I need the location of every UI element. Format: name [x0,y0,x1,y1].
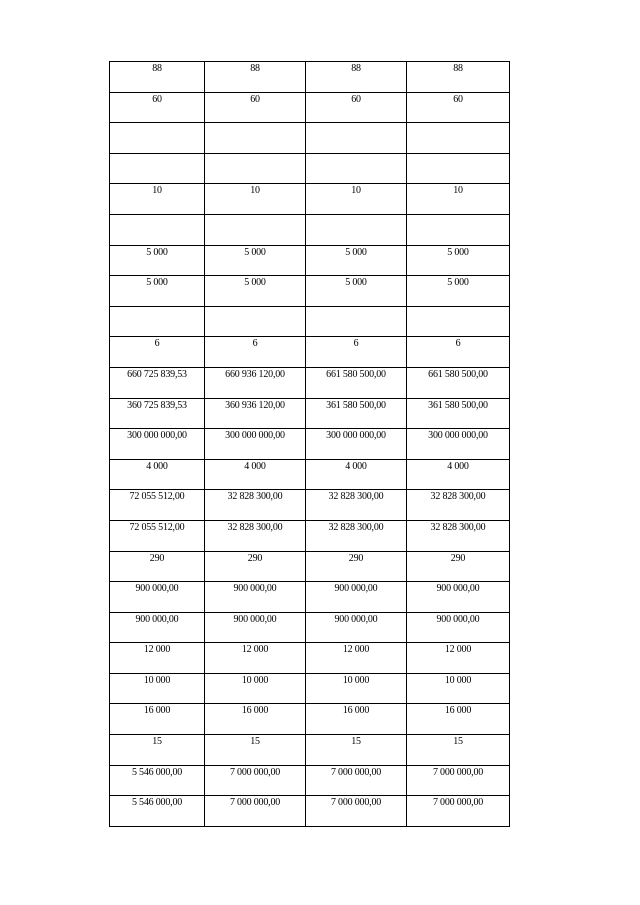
table-cell [306,214,407,245]
table-cell [205,643,306,674]
cell-value [407,154,509,155]
cell-value: 32 828 300,00 [227,521,283,533]
cell-value: 10 000 [143,674,171,686]
cell-value: 300 000 000,00 [127,430,187,442]
table-cell [407,276,510,307]
cell-value [110,154,204,155]
cell-value: 900 000,00 [334,583,378,595]
cell-value: 7 000 000,00 [229,797,281,809]
table-cell [407,306,510,337]
cell-value: 88 [453,63,463,74]
table-cell [205,429,306,460]
cell-value: 5 000 [345,277,367,289]
table-cell [306,459,407,490]
cell-value: 661 580 500,00 [428,368,488,380]
data-table [109,61,510,827]
table-row [110,612,510,643]
table-cell [407,62,510,93]
table-cell [306,673,407,704]
table-cell [205,704,306,735]
cell-value: 361 580 500,00 [326,399,386,411]
table-cell [110,459,205,490]
cell-value: 300 000 000,00 [428,430,488,442]
table-cell [205,367,306,398]
table-cell [110,735,205,766]
cell-value: 361 580 500,00 [428,399,488,411]
table-cell [110,276,205,307]
cell-value: 300 000 000,00 [326,430,386,442]
table-cell [306,153,407,184]
cell-value: 32 828 300,00 [328,521,384,533]
cell-value: 7 000 000,00 [330,766,382,778]
cell-value: 6 [353,338,359,350]
cell-value: 6 [252,338,258,350]
cell-value [407,123,509,124]
cell-value: 12 000 [342,644,370,656]
table-cell [205,551,306,582]
cell-value: 900 000,00 [135,613,179,625]
cell-value: 12 000 [444,644,472,656]
cell-value: 88 [351,63,361,74]
cell-value: 900 000,00 [135,583,179,595]
table-row [110,245,510,276]
table-cell [205,214,306,245]
table-cell [205,92,306,123]
table-cell [205,398,306,429]
cell-value [205,307,305,308]
cell-value: 10 [250,185,260,197]
table-cell [306,337,407,368]
cell-value: 660 936 120,00 [225,368,285,380]
cell-value: 10 000 [444,674,472,686]
table-cell [110,337,205,368]
cell-value: 15 [152,736,162,748]
cell-value: 5 000 [447,277,469,289]
cell-value [110,215,204,216]
table-cell [407,490,510,521]
cell-value: 5 000 [447,246,469,258]
table-cell [306,582,407,613]
cell-value: 32 828 300,00 [328,491,384,503]
cell-value: 7 000 000,00 [330,797,382,809]
table-cell [306,490,407,521]
cell-value: 10 000 [342,674,370,686]
table-cell [407,673,510,704]
cell-value: 16 000 [241,705,269,717]
table-cell [407,123,510,154]
cell-value: 16 000 [342,705,370,717]
cell-value: 5 000 [244,246,266,258]
cell-value: 10 [152,185,162,197]
table-cell [110,704,205,735]
table-cell [110,214,205,245]
table-cell [205,123,306,154]
table-cell [110,123,205,154]
table-cell [110,796,205,827]
table-cell [407,582,510,613]
table-cell [407,429,510,460]
table-cell [407,551,510,582]
table-cell [407,704,510,735]
cell-value [205,123,305,124]
table-row [110,704,510,735]
table-cell [205,582,306,613]
cell-value: 7 000 000,00 [432,797,484,809]
table-cell [306,520,407,551]
cell-value: 12 000 [143,644,171,656]
table-body [110,62,510,827]
cell-value: 60 [351,93,361,105]
table-row [110,582,510,613]
table-cell [110,245,205,276]
table-row [110,367,510,398]
cell-value: 6 [154,338,160,350]
cell-value: 661 580 500,00 [326,368,386,380]
table-cell [306,398,407,429]
table-cell [205,62,306,93]
cell-value: 10 [351,185,361,197]
table-cell [306,62,407,93]
table-row [110,490,510,521]
table-cell [306,612,407,643]
cell-value: 16 000 [444,705,472,717]
table-cell [110,490,205,521]
table-cell [407,398,510,429]
table-cell [306,92,407,123]
table-cell [407,245,510,276]
table-cell [205,276,306,307]
cell-value: 360 936 120,00 [225,399,285,411]
cell-value [407,307,509,308]
cell-value [306,123,406,124]
cell-value [306,307,406,308]
table-cell [110,184,205,215]
table-cell [205,245,306,276]
cell-value: 10 000 [241,674,269,686]
cell-value: 4 000 [447,460,469,472]
table-row [110,398,510,429]
cell-value [205,154,305,155]
table-row [110,429,510,460]
table-row [110,459,510,490]
table-cell [407,337,510,368]
cell-value: 4 000 [345,460,367,472]
table-cell [110,551,205,582]
table-row [110,214,510,245]
cell-value: 15 [351,736,361,748]
cell-value: 5 546 000,00 [131,766,183,778]
table-cell [205,184,306,215]
table-row [110,184,510,215]
table-cell [306,184,407,215]
cell-value [110,123,204,124]
cell-value: 300 000 000,00 [225,430,285,442]
cell-value: 10 [453,185,463,197]
cell-value: 5 000 [146,246,168,258]
table-cell [110,643,205,674]
table-cell [205,612,306,643]
cell-value: 88 [152,63,162,74]
table-cell [205,459,306,490]
cell-value: 16 000 [143,705,171,717]
table-cell [306,796,407,827]
cell-value: 290 [348,552,364,564]
cell-value: 5 000 [146,277,168,289]
cell-value: 900 000,00 [334,613,378,625]
table-cell [306,276,407,307]
table-cell [306,306,407,337]
table-cell [110,153,205,184]
table-cell [110,398,205,429]
cell-value: 360 725 839,53 [127,399,187,411]
cell-value [306,215,406,216]
table-cell [306,765,407,796]
cell-value: 900 000,00 [233,613,277,625]
table-cell [407,367,510,398]
cell-value [407,215,509,216]
table-row [110,276,510,307]
table-row [110,643,510,674]
table-cell [110,520,205,551]
cell-value: 12 000 [241,644,269,656]
table-row [110,735,510,766]
table-cell [110,612,205,643]
table-row [110,796,510,827]
table-row [110,337,510,368]
table-cell [205,673,306,704]
table-cell [407,153,510,184]
cell-value: 4 000 [244,460,266,472]
table-row [110,153,510,184]
table-cell [205,337,306,368]
table-row [110,62,510,93]
cell-value [110,307,204,308]
table-row [110,306,510,337]
cell-value: 32 828 300,00 [227,491,283,503]
table-cell [205,520,306,551]
table-cell [407,184,510,215]
table-cell [306,735,407,766]
table-cell [407,612,510,643]
cell-value: 60 [250,93,260,105]
table-cell [110,582,205,613]
cell-value: 660 725 839,53 [127,368,187,380]
cell-value: 60 [453,93,463,105]
table-cell [205,796,306,827]
table-cell [407,92,510,123]
table-cell [110,306,205,337]
table-cell [407,643,510,674]
table-cell [407,214,510,245]
cell-value [205,215,305,216]
table-cell [205,735,306,766]
table-row [110,765,510,796]
table-cell [205,306,306,337]
table-cell [205,490,306,521]
cell-value: 5 000 [345,246,367,258]
cell-value: 290 [450,552,466,564]
cell-value [306,154,406,155]
table-cell [306,245,407,276]
table-cell [306,367,407,398]
table-cell [110,92,205,123]
table-cell [407,765,510,796]
table-cell [306,429,407,460]
cell-value: 72 055 512,00 [129,491,185,503]
table-cell [205,765,306,796]
cell-value: 72 055 512,00 [129,521,185,533]
table-cell [306,643,407,674]
table-cell [407,735,510,766]
cell-value: 5 546 000,00 [131,797,183,809]
table-cell [407,520,510,551]
cell-value: 15 [250,736,260,748]
table-row [110,551,510,582]
cell-value: 7 000 000,00 [229,766,281,778]
cell-value: 6 [455,338,461,350]
cell-value: 5 000 [244,277,266,289]
table-row [110,92,510,123]
cell-value: 290 [149,552,165,564]
table-row [110,123,510,154]
table-row [110,520,510,551]
table-row [110,673,510,704]
table-cell [205,153,306,184]
table-cell [110,765,205,796]
table-cell [110,367,205,398]
cell-value: 900 000,00 [436,583,480,595]
cell-value: 7 000 000,00 [432,766,484,778]
cell-value: 900 000,00 [436,613,480,625]
cell-value: 32 828 300,00 [430,491,486,503]
table-cell [407,796,510,827]
table-cell [110,429,205,460]
cell-value: 15 [453,736,463,748]
table-cell [110,62,205,93]
cell-value: 88 [250,63,260,74]
table-cell [306,704,407,735]
cell-value: 4 000 [146,460,168,472]
table-cell [306,551,407,582]
table-cell [110,673,205,704]
cell-value: 900 000,00 [233,583,277,595]
table-cell [407,459,510,490]
table-cell [306,123,407,154]
cell-value: 32 828 300,00 [430,521,486,533]
cell-value: 290 [247,552,263,564]
cell-value: 60 [152,93,162,105]
